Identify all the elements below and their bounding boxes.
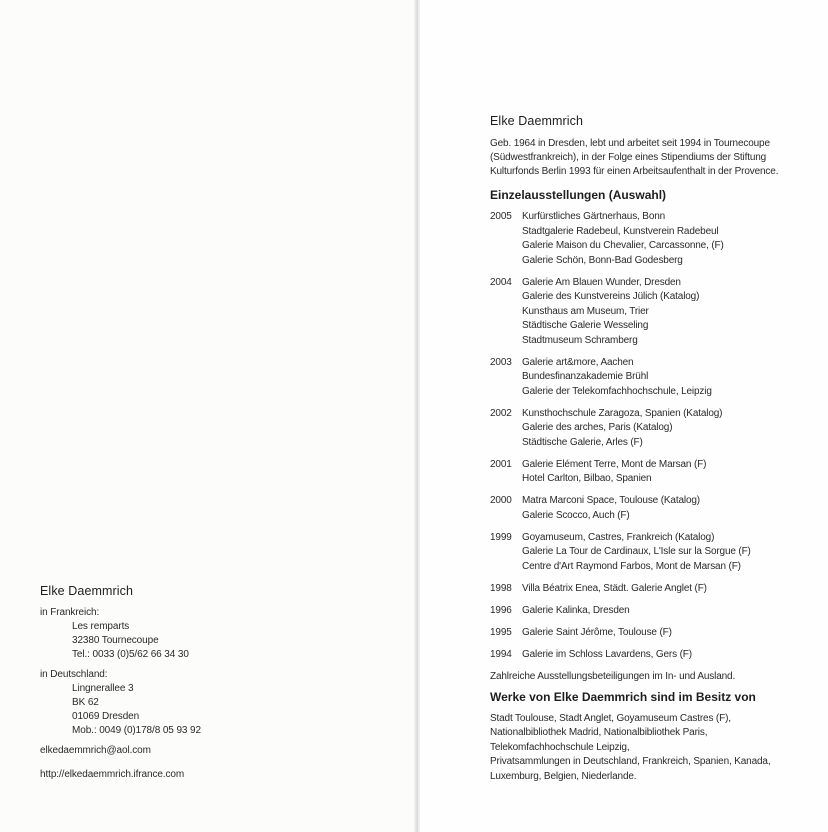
exhibition-entry: Galerie Maison du Chevalier, Carcassonne, (F) (522, 240, 724, 251)
exhibition-entries (522, 210, 724, 268)
exhibition-entries (522, 648, 692, 663)
france-street: Les remparts (72, 621, 130, 632)
france-city: 32380 Tournecoupe (72, 635, 159, 646)
exhibition-year-row (490, 276, 810, 349)
exhibition-year-row (490, 407, 810, 451)
exhibition-year: 2003 (490, 356, 512, 368)
exhibition-entries (522, 531, 751, 575)
exhibition-entry: Städtische Galerie, Arles (F) (522, 436, 643, 448)
email-text: elkedaemmrich@aol.com (40, 745, 151, 756)
germany-mobile: Mob.: 0049 (0)178/8 05 93 92 (72, 725, 201, 736)
exhibition-entry: Kurfürstliches Gärtnerhaus, Bonn (522, 211, 666, 222)
exhibition-entry: Galerie art&more, Aachen (522, 356, 634, 368)
exhibition-year-row (490, 494, 810, 523)
exhibition-entry: Stadtmuseum Schramberg (522, 334, 638, 346)
germany-street: Lingnerallee 3 (72, 683, 134, 694)
germany-label: in Deutschland: (40, 669, 108, 680)
exhibition-entries (522, 356, 712, 400)
exhibition-entry: Villa Béatrix Enea, Städt. Galerie Anglet (F) (522, 582, 707, 594)
exhibition-entries (522, 276, 699, 349)
exhibition-year: 2001 (490, 458, 512, 470)
exhibition-entry: Galerie Scocco, Auch (F) (522, 509, 630, 521)
exhibition-year-row (490, 458, 810, 487)
exhibition-year-row (490, 582, 810, 597)
collection-line: Nationalbibliothek Madrid, Nationalbibliothek Paris, (490, 727, 708, 738)
exhibition-year: 1998 (490, 582, 512, 594)
exhibition-entry: Galerie Schön, Bonn-Bad Godesberg (522, 254, 683, 266)
collections-list (490, 712, 810, 785)
exhibitions-heading: Einzelausstellungen (Auswahl) (490, 188, 667, 202)
exhibition-entry: Galerie der Telekomfachhochschule, Leipzig (522, 385, 712, 397)
exhibition-entries (522, 626, 672, 641)
exhibition-entry: Kunsthochschule Zaragoza, Spanien (Katalog) (522, 407, 723, 419)
exhibition-entry: Galerie La Tour de Cardinaux, L'Isle sur la Sorgue (F) (522, 546, 751, 557)
exhibition-entry: Galerie Saint Jérôme, Toulouse (F) (522, 626, 672, 638)
exhibitions-list (490, 210, 810, 662)
exhibition-year: 2005 (490, 211, 512, 222)
exhibition-entry: Centre d'Art Raymond Farbos, Mont de Marsan (F) (522, 560, 741, 572)
exhibition-year: 2004 (490, 276, 512, 288)
exhibition-year-row (490, 604, 810, 619)
contact-name: Elke Daemmrich (40, 584, 134, 598)
exhibition-entry: Galerie des arches, Paris (Katalog) (522, 422, 673, 433)
artist-name-heading: Elke Daemmrich (490, 114, 584, 128)
collection-line: Privatsammlungen in Deutschland, Frankreich, Spanien, Kanada, (490, 756, 771, 767)
exhibition-entries (522, 407, 722, 451)
exhibition-entries (522, 458, 706, 487)
france-phone: Tel.: 0033 (0)5/62 66 34 30 (72, 649, 189, 660)
france-label: in Frankreich: (40, 607, 100, 618)
collection-line: Stadt Toulouse, Stadt Anglet, Goyamuseum Castres (F), (490, 712, 731, 724)
exhibition-year: 2002 (490, 407, 512, 419)
exhibition-entries (522, 582, 707, 597)
exhibition-year: 1994 (490, 648, 512, 660)
collection-line: Telekomfachhochschule Leipzig, (490, 741, 630, 753)
exhibition-entry: Stadtgalerie Radebeul, Kunstverein Radebeul (522, 225, 719, 237)
website-text: http://elkedaemmrich.ifrance.com (40, 769, 185, 780)
exhibition-entries (522, 494, 700, 523)
germany-building: BK 62 (72, 697, 99, 708)
exhibition-year: 1996 (490, 604, 512, 616)
exhibition-year-row (490, 626, 810, 641)
bio-section (490, 114, 810, 784)
france-address (72, 620, 400, 662)
exhibition-entry: Galerie Kalinka, Dresden (522, 604, 630, 616)
exhibition-year: 1999 (490, 531, 512, 543)
exhibition-entry: Hotel Carlton, Bilbao, Spanien (522, 473, 652, 484)
bio-paragraph: Geb. 1964 in Dresden, lebt und arbeitet seit 1994 in Tournecoupe (Südwestfrankreich), in der Folge eines Stipendiums der Stiftung Kulturfonds Berlin 1993 für einen Arbeitsaufenthalt in der Provence. (490, 138, 779, 177)
exhibition-entry: Galerie Elément Terre, Mont de Marsan (F) (522, 458, 707, 470)
exhibition-entry: Goyamuseum, Castres, Frankreich (Katalog) (522, 531, 715, 543)
exhibition-entry: Galerie Am Blauen Wunder, Dresden (522, 276, 681, 288)
exhibition-entry: Galerie des Kunstvereins Jülich (Katalog) (522, 291, 700, 302)
exhibition-year-row (490, 648, 810, 663)
exhibition-entries (522, 604, 630, 619)
exhibition-year: 1995 (490, 626, 512, 638)
exhibition-year-row (490, 210, 810, 268)
germany-address (72, 682, 400, 738)
exhibition-entry: Bundesfinanzakademie Brühl (522, 371, 649, 382)
exhibition-entry: Kunsthaus am Museum, Trier (522, 305, 649, 317)
exhibition-entry: Galerie im Schloss Lavardens, Gers (F) (522, 648, 692, 660)
exhibition-year-row (490, 531, 810, 575)
contact-block (40, 584, 400, 782)
collection-line: Luxemburg, Belgien, Niederlande. (490, 770, 637, 782)
exhibition-entry: Städtische Galerie Wesseling (522, 320, 649, 331)
exhibition-year-row (490, 356, 810, 400)
exhibitions-note: Zahlreiche Ausstellungsbeteiligungen im In- und Ausland. (490, 670, 736, 682)
collections-heading: Werke von Elke Daemmrich sind im Besitz von (490, 689, 756, 704)
exhibition-year: 2000 (490, 495, 512, 506)
germany-city: 01069 Dresden (72, 711, 140, 722)
exhibition-entry: Matra Marconi Space, Toulouse (Katalog) (522, 495, 700, 506)
